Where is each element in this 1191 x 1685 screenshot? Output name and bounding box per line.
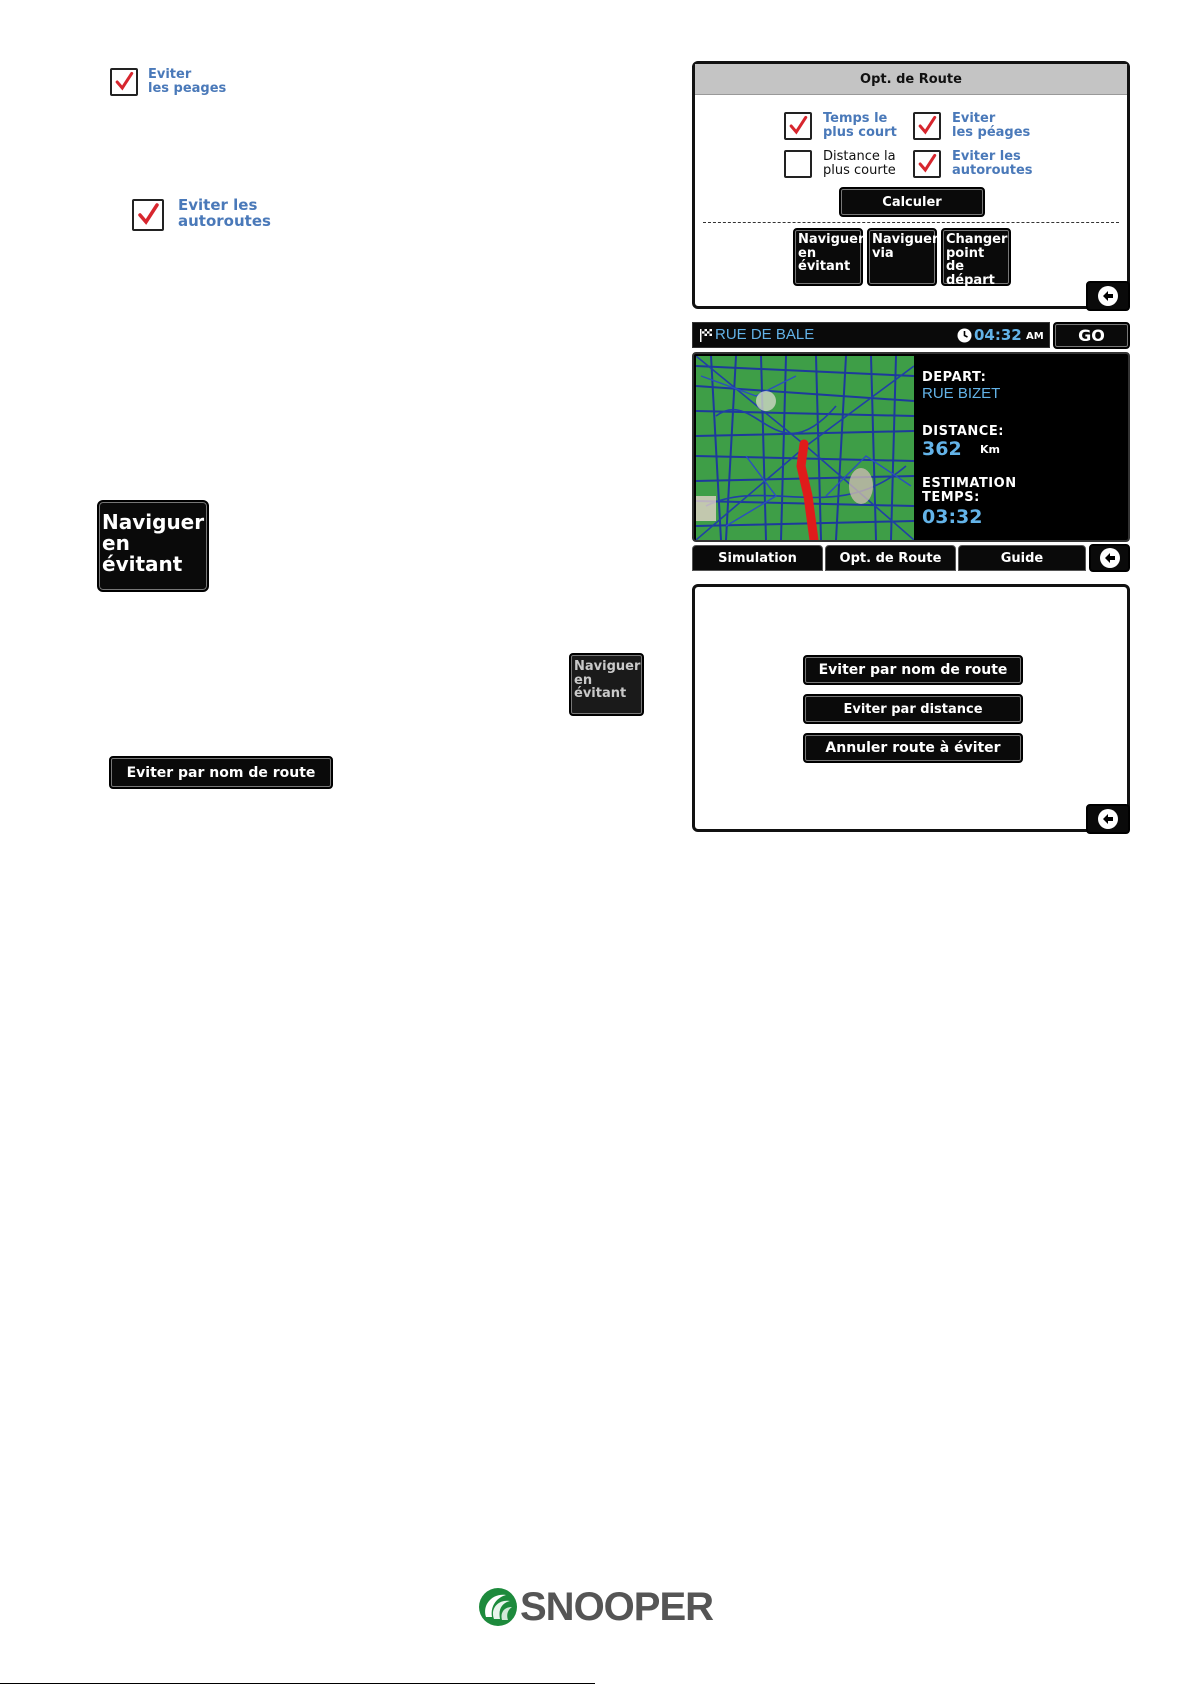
tab-simulation[interactable]: Simulation [692, 545, 823, 571]
avoid-menu-screen [692, 584, 1130, 832]
distance-unit: Km [980, 443, 1000, 456]
estimate-value: 03:32 [922, 506, 983, 528]
route-map [696, 356, 914, 540]
snooper-logo [478, 1585, 718, 1631]
checkmark-icon [915, 152, 939, 176]
flag-icon [699, 328, 713, 343]
distance-label: DISTANCE: [922, 424, 1004, 439]
checkmark-icon [915, 114, 939, 138]
avoid-tolls-label-screen: Eviter les péages [952, 111, 1031, 140]
snooper-swirl-icon [478, 1587, 522, 1627]
go-button[interactable]: GO [1053, 322, 1130, 349]
avoid-by-road-name-button[interactable]: Eviter par nom de route [109, 756, 333, 789]
avoid-motorways-label-screen: Eviter les autoroutes [952, 149, 1033, 178]
back-arrow-icon [1097, 285, 1119, 307]
street-name: RUE DE BALE [715, 326, 815, 343]
route-options-title-bar [695, 64, 1127, 95]
avoid-tolls-label: Eviter les peages [148, 67, 227, 96]
avoid-motorways-label: Eviter les autoroutes [178, 196, 271, 230]
checkmark-icon [134, 201, 162, 229]
navigate-avoiding-button-small[interactable]: Naviguer en évitant [569, 653, 644, 716]
avoid-motorways-checkbox-screen[interactable] [913, 150, 941, 178]
dashed-divider [703, 222, 1119, 223]
shortest-distance-checkbox[interactable] [784, 150, 812, 178]
back-arrow-icon [1099, 547, 1121, 569]
back-arrow-icon [1097, 808, 1119, 830]
map-screen [692, 352, 1130, 542]
shortest-time-checkbox[interactable] [784, 112, 812, 140]
change-start-point-button[interactable]: Changer point de départ [941, 228, 1011, 286]
route-options-screen [692, 61, 1130, 309]
route-options-title: Opt. de Route [860, 71, 962, 87]
checkmark-icon [112, 70, 136, 94]
navigate-avoiding-button[interactable]: Naviguer en évitant [793, 228, 863, 286]
back-button-route-options[interactable] [1086, 281, 1130, 311]
navigate-avoiding-button-large[interactable]: Naviguer en évitant [97, 500, 209, 592]
depart-label: DEPART: [922, 370, 987, 385]
checkmark-icon [786, 114, 810, 138]
map-header-bar [692, 322, 1050, 348]
back-button-map[interactable] [1089, 544, 1130, 572]
tab-route-options[interactable]: Opt. de Route [825, 545, 956, 571]
distance-value: 362 [922, 438, 962, 460]
estimate-label-2: TEMPS: [922, 490, 980, 505]
shortest-distance-label: Distance la plus courte [823, 149, 896, 178]
avoid-by-distance-button[interactable]: Eviter par distance [803, 694, 1023, 724]
clock-ampm: AM [1026, 331, 1044, 342]
avoid-by-road-name-button-screen[interactable]: Eviter par nom de route [803, 655, 1023, 685]
calculate-button[interactable]: Calculer [839, 187, 985, 217]
clock-time: 04:32 [974, 326, 1022, 344]
footer-rule [0, 1683, 595, 1684]
avoid-motorways-checkbox[interactable] [132, 199, 164, 231]
brand-wordmark: SNOOPER [520, 1585, 714, 1629]
clock-icon [957, 328, 972, 343]
tab-guide[interactable]: Guide [958, 545, 1086, 571]
shortest-time-label: Temps le plus court [823, 111, 897, 140]
estimate-label-1: ESTIMATION [922, 476, 1017, 491]
navigate-via-button[interactable]: Naviguer via [867, 228, 937, 286]
cancel-route-to-avoid-button[interactable]: Annuler route à éviter [803, 733, 1023, 763]
avoid-tolls-checkbox[interactable] [110, 68, 138, 96]
back-button-avoid[interactable] [1086, 804, 1130, 834]
avoid-tolls-checkbox-screen[interactable] [913, 112, 941, 140]
depart-value: RUE BIZET [922, 385, 1001, 402]
